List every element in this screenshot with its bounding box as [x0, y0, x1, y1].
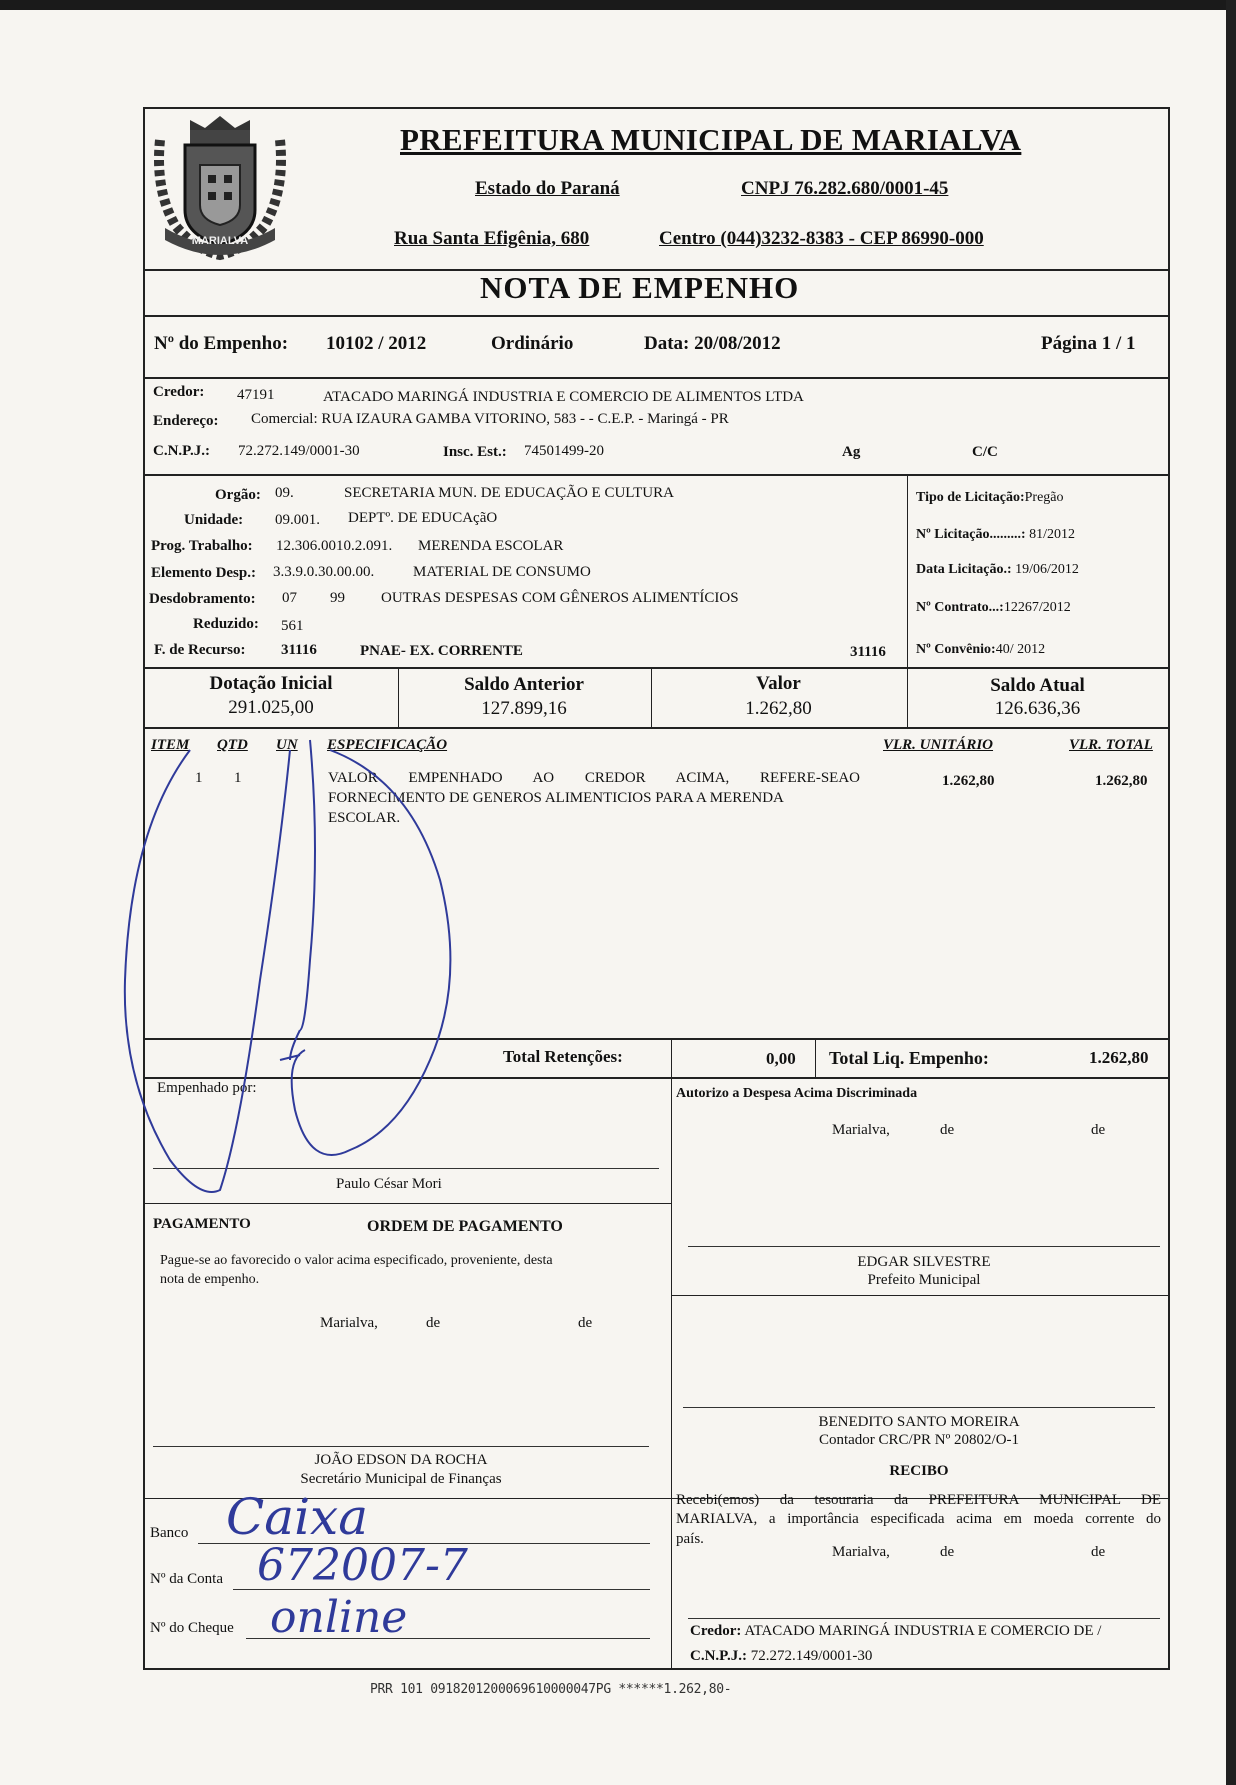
col-un: UN — [276, 737, 298, 753]
contador-role: Contador CRC/PR Nº 20802/O-1 — [818, 1432, 1020, 1448]
cnpj-label: C.N.P.J.: — [153, 443, 210, 459]
page-number: Página 1 / 1 — [1041, 333, 1136, 354]
autorizo-de1: de — [940, 1122, 955, 1138]
desdobramento-label: Desdobramento: — [149, 591, 256, 607]
col-especificacao: ESPECIFICAÇÃO — [327, 737, 448, 753]
prog-name: MERENDA ESCOLAR — [418, 538, 564, 554]
saldo-anterior-label: Saldo Anterior — [464, 674, 584, 695]
item-qtd: 1 — [234, 770, 242, 786]
signature-scribble — [110, 730, 470, 1210]
recibo-credor: Credor: ATACADO MARINGÁ INDUSTRIA E COMERCIO DE / — [690, 1623, 1102, 1639]
desdobramento-code1: 07 — [282, 590, 297, 606]
autorizo-city: Marialva, — [832, 1122, 890, 1138]
credor-address: Comercial: RUA IZAURA GAMBA VITORINO, 583 - - C.E.P. - Maringá - PR — [251, 411, 729, 427]
divider — [145, 315, 1168, 317]
divider — [671, 1038, 672, 1670]
signature-line — [683, 1407, 1155, 1408]
unidade-code: 09.001. — [275, 512, 320, 528]
retencoes-value: 0,00 — [766, 1049, 796, 1068]
dotacao-inicial-value: 291.025,00 — [228, 697, 314, 718]
orgao-code: 09. — [275, 485, 294, 501]
desdobramento-code2: 99 — [330, 590, 345, 606]
saldo-atual-label: Saldo Atual — [990, 675, 1085, 696]
recibo-label: RECIBO — [889, 1463, 949, 1479]
secretario-role: Secretário Municipal de Finanças — [300, 1471, 502, 1487]
licitacao-tipo: Tipo de Licitação:Pregão — [916, 490, 1064, 505]
ordem-pagamento-label: ORDEM DE PAGAMENTO — [367, 1218, 563, 1235]
liq-empenho-value: 1.262,80 — [1089, 1048, 1149, 1067]
conta-label: Nº da Conta — [150, 1571, 223, 1587]
item-vlr-unitario: 1.262,80 — [942, 773, 995, 789]
convenio: Nº Convênio:40/ 2012 — [916, 642, 1046, 657]
licitacao-data: Data Licitação.: 19/06/2012 — [916, 562, 1079, 577]
contador-name: BENEDITO SANTO MOREIRA — [818, 1414, 1020, 1430]
pagamento-de2: de — [578, 1315, 593, 1331]
credor-code: 47191 — [237, 387, 275, 403]
valor-value: 1.262,80 — [745, 698, 812, 719]
pagamento-text-line1: Pague-se ao favorecido o valor acima especificado, proveniente, desta — [160, 1253, 553, 1268]
page-title: PREFEITURA MUNICIPAL DE MARIALVA — [400, 122, 1022, 157]
ag-label: Ag — [842, 444, 861, 460]
desdobramento-name: OUTRAS DESPESAS COM GÊNEROS ALIMENTÍCIOS — [381, 590, 739, 606]
recibo-city: Marialva, — [832, 1544, 890, 1560]
licitacao-numero: Nº Licitação.........: 81/2012 — [916, 527, 1075, 542]
saldo-anterior-value: 127.899,16 — [481, 698, 567, 719]
orgao-name: SECRETARIA MUN. DE EDUCAÇÃO E CULTURA — [344, 485, 674, 501]
col-vlr-total: VLR. TOTAL — [1069, 737, 1153, 753]
conta-handwritten: 672007-7 — [257, 1540, 468, 1591]
prog-code: 12.306.0010.2.091. — [276, 538, 393, 554]
coat-of-arms-logo — [150, 110, 290, 265]
recibo-text-line2: MARIALVA, a importância especificada acima em moeda corrente do — [676, 1511, 1161, 1527]
insc-label: Insc. Est.: — [443, 444, 507, 460]
recibo-de1: de — [940, 1544, 955, 1560]
col-qtd: QTD — [217, 737, 248, 753]
logo-banner-text: MARIALVA — [191, 235, 249, 247]
prog-label: Prog. Trabalho: — [151, 538, 253, 554]
signature-line — [688, 1618, 1160, 1619]
credor-cnpj: 72.272.149/0001-30 — [238, 443, 360, 459]
reduzido-value: 561 — [281, 618, 304, 634]
signature-line — [153, 1446, 649, 1447]
empenhado-label: Empenhado por: — [157, 1080, 257, 1096]
recurso-code-right: 31116 — [850, 644, 886, 660]
cheque-label: Nº do Cheque — [150, 1620, 234, 1636]
pagamento-text-line2: nota de empenho. — [160, 1272, 260, 1287]
item-spec-line2: FORNECIMENTO DE GENEROS ALIMENTICIOS PARA A MERENDA — [328, 790, 784, 806]
unidade-name: DEPTº. DE EDUCAçãO — [348, 510, 498, 526]
empenho-number: 10102 / 2012 — [326, 333, 427, 354]
recurso-label: F. de Recurso: — [154, 642, 246, 658]
recibo-cnpj: C.N.P.J.: 72.272.149/0001-30 — [690, 1648, 873, 1664]
cnpj-header: CNPJ 76.282.680/0001-45 — [741, 178, 949, 199]
recibo-text-line1: Recebi(emos) da tesouraria da PREFEITURA MUNICIPAL DE — [676, 1492, 1161, 1508]
autorizo-label: Autorizo a Despesa Acima Discriminada — [676, 1086, 918, 1101]
item-spec-line3: ESCOLAR. — [328, 810, 401, 826]
prefeito-role: Prefeito Municipal — [867, 1272, 981, 1288]
banco-handwritten: Caixa — [226, 1488, 369, 1546]
empenho-number-label: Nº do Empenho: — [154, 333, 289, 354]
recurso-name: PNAE- EX. CORRENTE — [360, 643, 523, 659]
prefeito-name: EDGAR SILVESTRE — [857, 1254, 991, 1270]
empenhado-name: Paulo César Mori — [336, 1176, 442, 1192]
insc-value: 74501499-20 — [524, 443, 604, 459]
divider — [145, 474, 1168, 476]
dotacao-inicial-label: Dotação Inicial — [209, 673, 333, 694]
col-item: ITEM — [151, 737, 190, 753]
cc-label: C/C — [972, 444, 998, 460]
recibo-de2: de — [1091, 1544, 1106, 1560]
empenho-date: Data: 20/08/2012 — [644, 333, 781, 354]
address-label: Endereço: — [153, 413, 219, 429]
liq-empenho-label: Total Liq. Empenho: — [829, 1048, 989, 1068]
elemento-code: 3.3.9.0.30.00.00. — [273, 564, 375, 580]
divider — [145, 667, 1168, 669]
cheque-handwritten: online — [270, 1592, 408, 1643]
credor-label: Credor: — [153, 384, 205, 400]
recurso-code: 31116 — [281, 642, 317, 658]
document-title: NOTA DE EMPENHO — [480, 270, 800, 305]
divider — [145, 727, 1168, 729]
elemento-label: Elemento Desp.: — [151, 565, 256, 581]
contrato: Nº Contrato...:12267/2012 — [916, 600, 1071, 615]
secretario-name: JOÃO EDSON DA ROCHA — [314, 1452, 488, 1468]
empenho-type: Ordinário — [491, 333, 574, 354]
address-header: Rua Santa Efigênia, 680 — [394, 228, 590, 249]
item-number: 1 — [195, 770, 203, 786]
elemento-name: MATERIAL DE CONSUMO — [413, 564, 591, 580]
reduzido-label: Reduzido: — [193, 616, 259, 632]
pagamento-de1: de — [426, 1315, 441, 1331]
col-vlr-unitario: VLR. UNITÁRIO — [883, 737, 994, 753]
scan-edge-right — [1226, 0, 1236, 1785]
orgao-label: Orgão: — [215, 487, 261, 503]
signature-line — [688, 1246, 1160, 1247]
footer-code: PRR 101 0918201200069610000047PG ******1.262,80- — [370, 1682, 732, 1697]
pagamento-label: PAGAMENTO — [153, 1216, 251, 1232]
scan-edge-top — [0, 0, 1236, 10]
retencoes-label: Total Retenções: — [503, 1047, 623, 1066]
banco-label: Banco — [150, 1525, 189, 1541]
item-vlr-total: 1.262,80 — [1095, 773, 1148, 789]
divider — [145, 377, 1168, 379]
autorizo-de2: de — [1091, 1122, 1106, 1138]
state-name: Estado do Paraná — [475, 178, 620, 199]
divider — [815, 1038, 816, 1077]
recibo-text-line3: país. — [676, 1531, 704, 1547]
item-spec-line1: VALOR EMPENHADO AO CREDOR ACIMA, REFERE-SEAO — [328, 770, 860, 786]
pagamento-city: Marialva, — [320, 1315, 378, 1331]
divider — [671, 1295, 1168, 1296]
credor-name: ATACADO MARINGÁ INDUSTRIA E COMERCIO DE ALIMENTOS LTDA — [323, 389, 804, 405]
unidade-label: Unidade: — [184, 512, 244, 528]
saldo-atual-value: 126.636,36 — [994, 698, 1081, 719]
contact-header: Centro (044)3232-8383 - CEP 86990-000 — [659, 228, 984, 249]
valor-label: Valor — [756, 673, 801, 694]
